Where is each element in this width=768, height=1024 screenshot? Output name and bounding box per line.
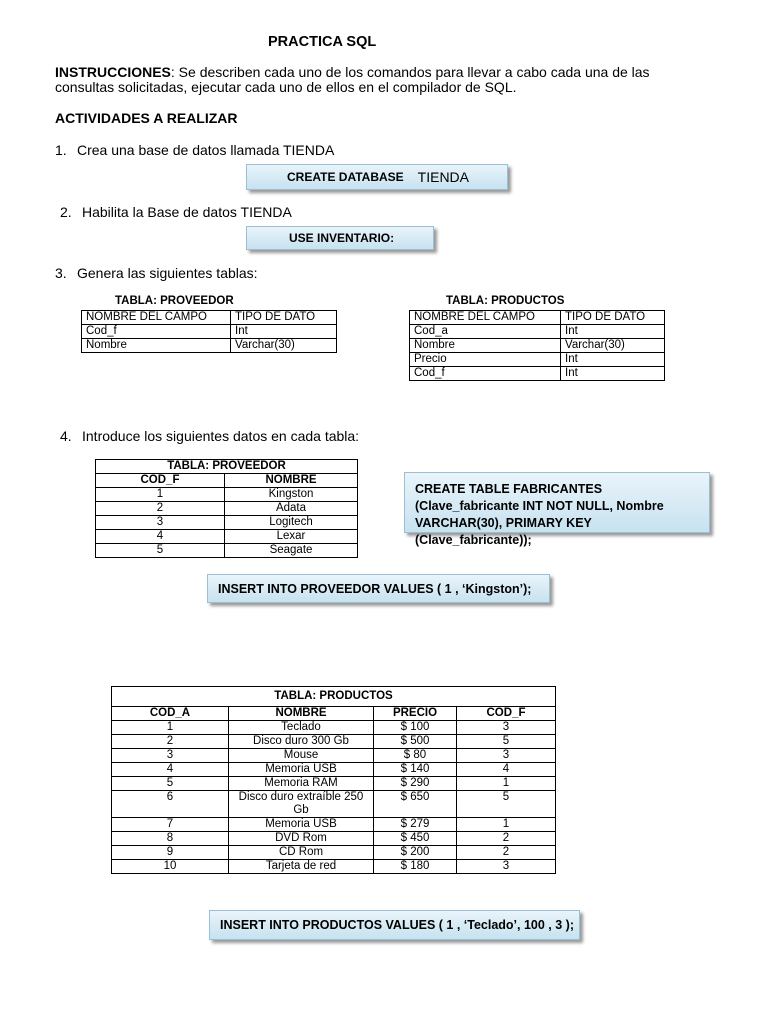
table-cell: 6 <box>112 791 229 818</box>
table-row <box>410 367 665 381</box>
table-cell: 5 <box>112 777 229 791</box>
table-cell: 1 <box>112 721 229 735</box>
table-cell: 10 <box>112 860 229 874</box>
table-row <box>112 749 556 763</box>
table-row <box>112 832 556 846</box>
table-cell: $ 80 <box>374 749 457 763</box>
table-cell: 5 <box>457 791 556 818</box>
data-productos-table <box>111 686 556 874</box>
table-cell: Tarjeta de red <box>229 860 374 874</box>
table-row <box>112 846 556 860</box>
step-2 <box>60 204 292 220</box>
table-cell: Kingston <box>225 488 358 502</box>
step-1 <box>55 142 334 158</box>
code-argument: TIENDA <box>417 169 470 185</box>
code-command: CREATE DATABASE <box>287 170 404 184</box>
table-row <box>96 488 358 502</box>
header-cell: NOMBRE DEL CAMPO <box>410 311 561 325</box>
instructions-text: : Se describen cada uno de los comandos para llevar a cabo cada una de las consultas solicitadas, ejecutar cada uno de ellos en el compilador de SQL. <box>55 64 650 95</box>
table-cell: $ 100 <box>374 721 457 735</box>
table-row <box>410 339 665 353</box>
table-cell: Lexar <box>225 530 358 544</box>
insert-proveedor-code <box>207 574 550 603</box>
activities-heading: ACTIVIDADES A REALIZAR <box>55 110 238 126</box>
schema-productos-caption: TABLA: PRODUCTOS <box>446 295 565 307</box>
step-number: 1. <box>55 142 67 158</box>
table-cell: Cod_f <box>410 367 561 381</box>
step-text: Introduce los siguientes datos en cada tabla: <box>82 428 360 444</box>
table-cell: Disco duro 300 Gb <box>229 735 374 749</box>
table-row <box>96 544 358 558</box>
table-row <box>112 735 556 749</box>
table-cell: Int <box>231 325 337 339</box>
table-cell: Adata <box>225 502 358 516</box>
create-table-fabricantes-code: CREATE TABLE FABRICANTES (Clave_fabricante INT NOT NULL, Nombre VARCHAR(30), PRIMARY KEY (Clave_fabricante)); <box>404 472 710 533</box>
insert-productos-code <box>209 910 580 940</box>
page-title: PRACTICA SQL <box>268 34 377 50</box>
table-row <box>112 777 556 791</box>
table-cell: 1 <box>457 818 556 832</box>
instructions-label: INSTRUCCIONES <box>55 64 171 80</box>
table-row <box>112 721 556 735</box>
table-caption: TABLA: PRODUCTOS <box>112 687 556 707</box>
step-text: Genera las siguientes tablas: <box>77 265 258 281</box>
table-cell: Memoria USB <box>229 818 374 832</box>
table-caption-row <box>112 687 556 707</box>
table-cell: Varchar(30) <box>561 339 665 353</box>
table-cell: Cod_f <box>82 325 231 339</box>
header-cell: TIPO DE DATO <box>561 311 665 325</box>
step-4 <box>60 428 359 444</box>
table-cell: 1 <box>457 777 556 791</box>
schema-proveedor-table <box>81 310 337 353</box>
table-cell: Teclado <box>229 721 374 735</box>
table-row <box>112 763 556 777</box>
header-cell: COD_A <box>112 707 229 721</box>
table-cell: Varchar(30) <box>231 339 337 353</box>
table-cell: Cod_a <box>410 325 561 339</box>
table-cell: 3 <box>457 860 556 874</box>
table-cell: Mouse <box>229 749 374 763</box>
table-row <box>82 325 337 339</box>
table-cell: $ 180 <box>374 860 457 874</box>
header-cell: NOMBRE <box>225 474 358 488</box>
table-cell: 5 <box>457 735 556 749</box>
table-cell: Int <box>561 353 665 367</box>
table-cell: CD Rom <box>229 846 374 860</box>
table-caption-row <box>96 460 358 474</box>
table-cell: Precio <box>410 353 561 367</box>
table-cell: Int <box>561 367 665 381</box>
table-cell: 2 <box>112 735 229 749</box>
table-cell: 9 <box>112 846 229 860</box>
table-cell: 2 <box>457 846 556 860</box>
step-number: 3. <box>55 265 67 281</box>
header-cell: NOMBRE DEL CAMPO <box>82 311 231 325</box>
step-3 <box>55 265 258 281</box>
table-cell: 3 <box>112 749 229 763</box>
header-cell: COD_F <box>457 707 556 721</box>
table-cell: 2 <box>457 832 556 846</box>
table-cell: DVD Rom <box>229 832 374 846</box>
data-proveedor-table <box>95 459 358 558</box>
table-header-row <box>112 707 556 721</box>
table-header-row <box>82 311 337 325</box>
table-row <box>112 818 556 832</box>
header-cell: PRECIO <box>374 707 457 721</box>
header-cell: TIPO DE DATO <box>231 311 337 325</box>
table-cell: 3 <box>96 516 225 530</box>
table-header-row <box>96 474 358 488</box>
table-cell: 8 <box>112 832 229 846</box>
table-cell: Memoria RAM <box>229 777 374 791</box>
schema-productos-table <box>409 310 665 381</box>
step-text: Habilita la Base de datos TIENDA <box>82 204 292 220</box>
header-cell: COD_F <box>96 474 225 488</box>
table-row <box>96 516 358 530</box>
table-cell: Nombre <box>82 339 231 353</box>
table-row <box>410 353 665 367</box>
table-cell: 2 <box>96 502 225 516</box>
table-header-row <box>410 311 665 325</box>
table-cell: $ 450 <box>374 832 457 846</box>
table-cell: $ 290 <box>374 777 457 791</box>
table-cell: 4 <box>112 763 229 777</box>
table-row <box>410 325 665 339</box>
table-cell: $ 200 <box>374 846 457 860</box>
table-cell: Seagate <box>225 544 358 558</box>
code-command: USE INVENTARIO: <box>289 231 395 245</box>
table-cell: 5 <box>96 544 225 558</box>
table-cell: Disco duro extraíble 250 Gb <box>229 791 374 818</box>
instructions-paragraph <box>55 65 695 95</box>
table-cell: 7 <box>112 818 229 832</box>
table-cell: Logitech <box>225 516 358 530</box>
step-text: Crea una base de datos llamada TIENDA <box>77 142 335 158</box>
code-command: INSERT INTO PRODUCTOS VALUES ( 1 , ‘Teclado’, 100 , 3 ); <box>220 918 575 932</box>
table-cell: 4 <box>96 530 225 544</box>
header-cell: NOMBRE <box>229 707 374 721</box>
create-database-code <box>246 164 508 190</box>
table-cell: Memoria USB <box>229 763 374 777</box>
table-row <box>96 530 358 544</box>
table-cell: Nombre <box>410 339 561 353</box>
table-cell: 1 <box>96 488 225 502</box>
code-command: INSERT INTO PROVEEDOR VALUES ( 1 , ‘Kingston’); <box>218 581 532 596</box>
table-cell: 3 <box>457 749 556 763</box>
table-row <box>96 502 358 516</box>
table-cell: $ 140 <box>374 763 457 777</box>
table-row <box>112 791 556 818</box>
table-cell: Int <box>561 325 665 339</box>
use-database-code <box>246 226 434 250</box>
step-number: 4. <box>60 428 72 444</box>
table-cell: 3 <box>457 721 556 735</box>
table-row <box>82 339 337 353</box>
table-cell: 4 <box>457 763 556 777</box>
table-cell: $ 279 <box>374 818 457 832</box>
table-cell: $ 650 <box>374 791 457 818</box>
table-caption: TABLA: PROVEEDOR <box>96 460 358 474</box>
schema-proveedor-caption: TABLA: PROVEEDOR <box>115 295 234 307</box>
table-row <box>112 860 556 874</box>
step-number: 2. <box>60 204 72 220</box>
table-cell: $ 500 <box>374 735 457 749</box>
